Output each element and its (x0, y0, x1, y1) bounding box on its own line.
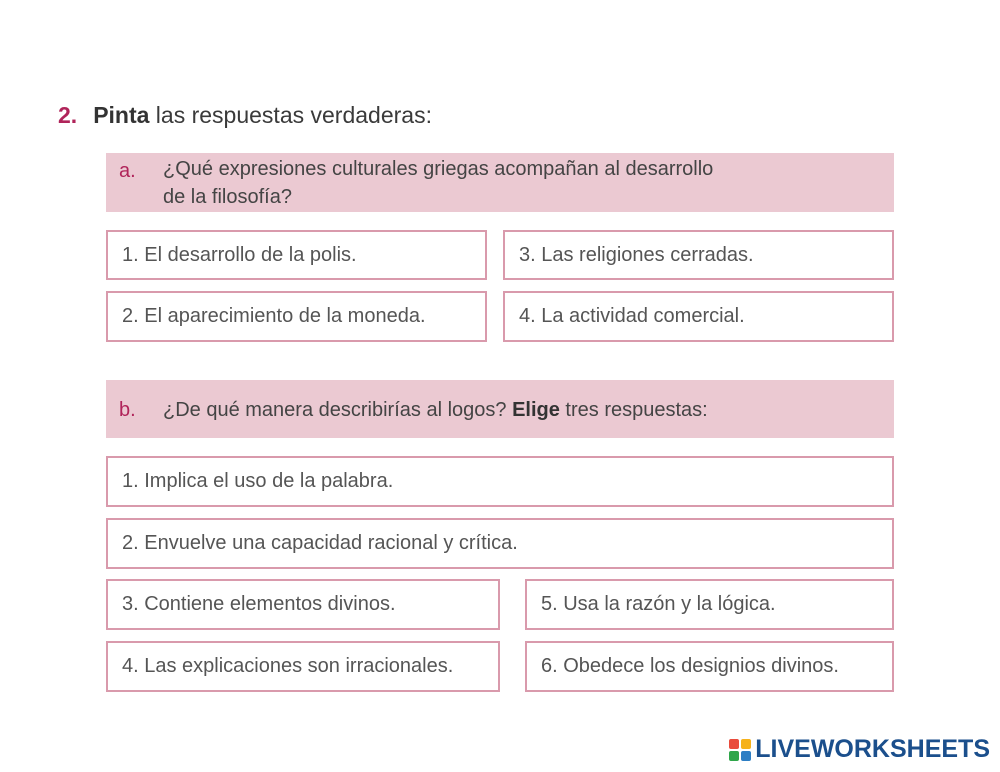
question-b-text-after: tres respuestas: (559, 399, 708, 421)
liveworksheets-logo (729, 735, 990, 764)
question-b-text (163, 396, 708, 424)
option-b1[interactable]: 1. Implica el uso de la palabra. (106, 456, 894, 507)
option-a1[interactable]: 1. El desarrollo de la polis. (106, 230, 487, 280)
option-b3[interactable]: 3. Contiene elementos divinos. (106, 579, 500, 630)
option-b6[interactable]: 6. Obedece los designios divinos. (525, 641, 894, 692)
question-a-bar (106, 153, 894, 212)
option-b5[interactable]: 5. Usa la razón y la lógica. (525, 579, 894, 630)
question-a-line1: ¿Qué expresiones culturales griegas acompañan al desarrollo (163, 158, 714, 180)
exercise-instruction: las respuestas verdaderas: (149, 102, 432, 128)
question-a-letter: a. (119, 160, 136, 182)
logo-text: LIVEWORKSHEETS (755, 735, 990, 763)
question-b-text-bold: Elige (512, 399, 560, 421)
option-b4[interactable]: 4. Las explicaciones son irracionales. (106, 641, 500, 692)
question-a-text (163, 155, 713, 211)
liveworksheets-logo-icon (729, 739, 751, 761)
exercise-heading (58, 102, 432, 129)
option-b2[interactable]: 2. Envuelve una capacidad racional y crítica. (106, 518, 894, 569)
option-a2[interactable]: 2. El aparecimiento de la moneda. (106, 291, 487, 342)
question-b-letter: b. (119, 399, 136, 421)
option-a4[interactable]: 4. La actividad comercial. (503, 291, 894, 342)
question-b-text-before: ¿De qué manera describirías al logos? (163, 399, 513, 421)
exercise-number: 2. (58, 102, 78, 128)
exercise-verb: Pinta (93, 102, 150, 128)
question-a-line2: de la filosofía? (163, 186, 292, 208)
question-b-bar (106, 380, 894, 438)
option-a3[interactable]: 3. Las religiones cerradas. (503, 230, 894, 280)
